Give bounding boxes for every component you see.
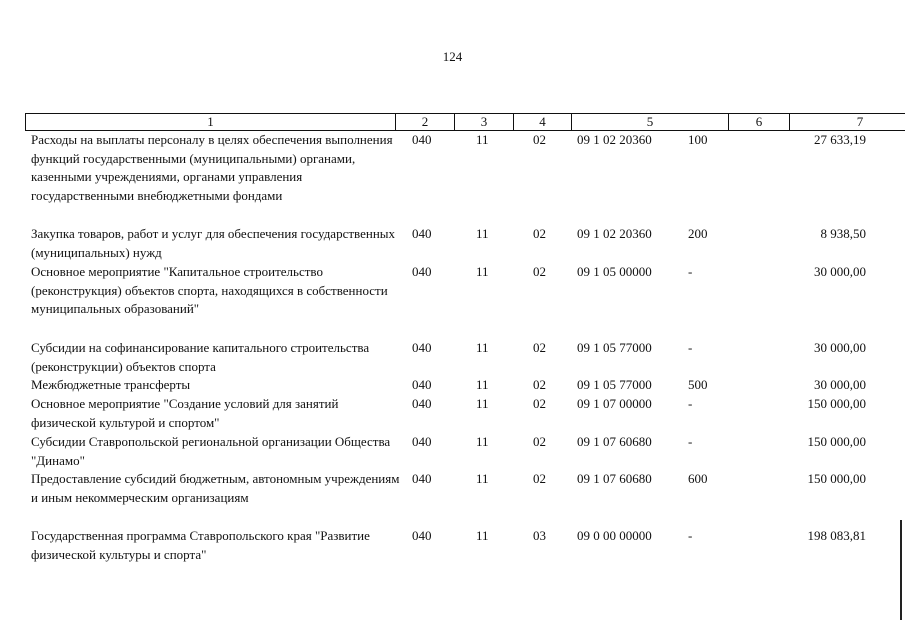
row-name: Предоставление субсидий бюджетным, автономным учреждениям и иным некоммерческим организациям [31, 471, 400, 505]
row-target-article: 09 0 00 00000 [577, 528, 652, 543]
row-amount: 150 000,00 [807, 434, 866, 449]
row-subsection: 03 [533, 528, 546, 543]
page-number: 124 [442, 49, 463, 64]
row-amount: 150 000,00 [807, 396, 866, 411]
row-code-ministry: 040 [412, 264, 432, 279]
column-header-7: 7 [789, 114, 905, 130]
row-code-ministry: 040 [412, 377, 432, 392]
row-amount: 150 000,00 [807, 471, 866, 486]
row-name: Основное мероприятие "Создание условий для занятий физической культурой и спортом" [31, 396, 339, 430]
row-section: 11 [476, 340, 489, 355]
row-expense-type: - [688, 528, 693, 543]
row-target-article: 09 1 07 00000 [577, 396, 652, 411]
row-target-article: 09 1 02 20360 [577, 226, 652, 241]
row-expense-type: - [688, 264, 693, 279]
row-amount: 30 000,00 [814, 377, 866, 392]
row-name: Государственная программа Ставропольского края "Развитие физической культуры и спорта" [31, 528, 370, 562]
column-header-2: 2 [395, 114, 454, 130]
row-section: 11 [476, 528, 489, 543]
row-subsection: 02 [533, 377, 546, 392]
row-section: 11 [476, 264, 489, 279]
row-subsection: 02 [533, 434, 546, 449]
row-section: 11 [476, 226, 489, 241]
row-subsection: 02 [533, 340, 546, 355]
row-target-article: 09 1 07 60680 [577, 434, 652, 449]
row-amount: 30 000,00 [814, 264, 866, 279]
table-header [25, 113, 905, 131]
row-subsection: 02 [533, 132, 546, 147]
row-name: Субсидии Ставропольской региональной организации Общества "Динамо" [31, 434, 391, 468]
row-subsection: 02 [533, 471, 546, 486]
column-header-3: 3 [454, 114, 513, 130]
row-target-article: 09 1 05 00000 [577, 264, 652, 279]
row-section: 11 [476, 471, 489, 486]
row-expense-type: 500 [688, 377, 708, 392]
row-expense-type: 600 [688, 471, 708, 486]
row-section: 11 [476, 132, 489, 147]
row-expense-type: 100 [688, 132, 708, 147]
row-target-article: 09 1 07 60680 [577, 471, 652, 486]
row-section: 11 [476, 377, 489, 392]
row-code-ministry: 040 [412, 528, 432, 543]
row-subsection: 02 [533, 396, 546, 411]
row-target-article: 09 1 05 77000 [577, 340, 652, 355]
row-amount: 27 633,19 [814, 132, 866, 147]
row-amount: 198 083,81 [807, 528, 866, 543]
row-code-ministry: 040 [412, 340, 432, 355]
row-section: 11 [476, 434, 489, 449]
row-subsection: 02 [533, 226, 546, 241]
column-header-5: 5 [571, 114, 728, 130]
row-code-ministry: 040 [412, 434, 432, 449]
row-target-article: 09 1 05 77000 [577, 377, 652, 392]
row-amount: 30 000,00 [814, 340, 866, 355]
scan-edge-line [900, 520, 902, 620]
row-expense-type: 200 [688, 226, 708, 241]
row-subsection: 02 [533, 264, 546, 279]
row-expense-type: - [688, 340, 693, 355]
row-expense-type: - [688, 396, 693, 411]
row-name: Субсидии на софинансирование капитального строительства (реконструкции) объектов спорта [31, 340, 370, 374]
row-code-ministry: 040 [412, 471, 432, 486]
row-amount: 8 938,50 [820, 226, 866, 241]
column-header-1: 1 [207, 114, 214, 129]
row-name: Закупка товаров, работ и услуг для обеспечения государственных (муниципальных) нужд [31, 226, 396, 260]
row-code-ministry: 040 [412, 226, 432, 241]
row-target-article: 09 1 02 20360 [577, 132, 652, 147]
row-name: Межбюджетные трансферты [31, 377, 191, 392]
column-header-4: 4 [513, 114, 571, 130]
row-expense-type: - [688, 434, 693, 449]
row-code-ministry: 040 [412, 396, 432, 411]
row-name: Основное мероприятие "Капитальное строительство (реконструкция) объектов спорта, находящихся в собственности муниципальных образований" [31, 264, 388, 316]
row-section: 11 [476, 396, 489, 411]
column-header-6: 6 [728, 114, 789, 130]
row-code-ministry: 040 [412, 132, 432, 147]
row-name: Расходы на выплаты персоналу в целях обеспечения выполнения функций государственными (муниципальными) органами, казенными учреждениями, органами управления государственными внебюджетными фондами [31, 132, 393, 203]
